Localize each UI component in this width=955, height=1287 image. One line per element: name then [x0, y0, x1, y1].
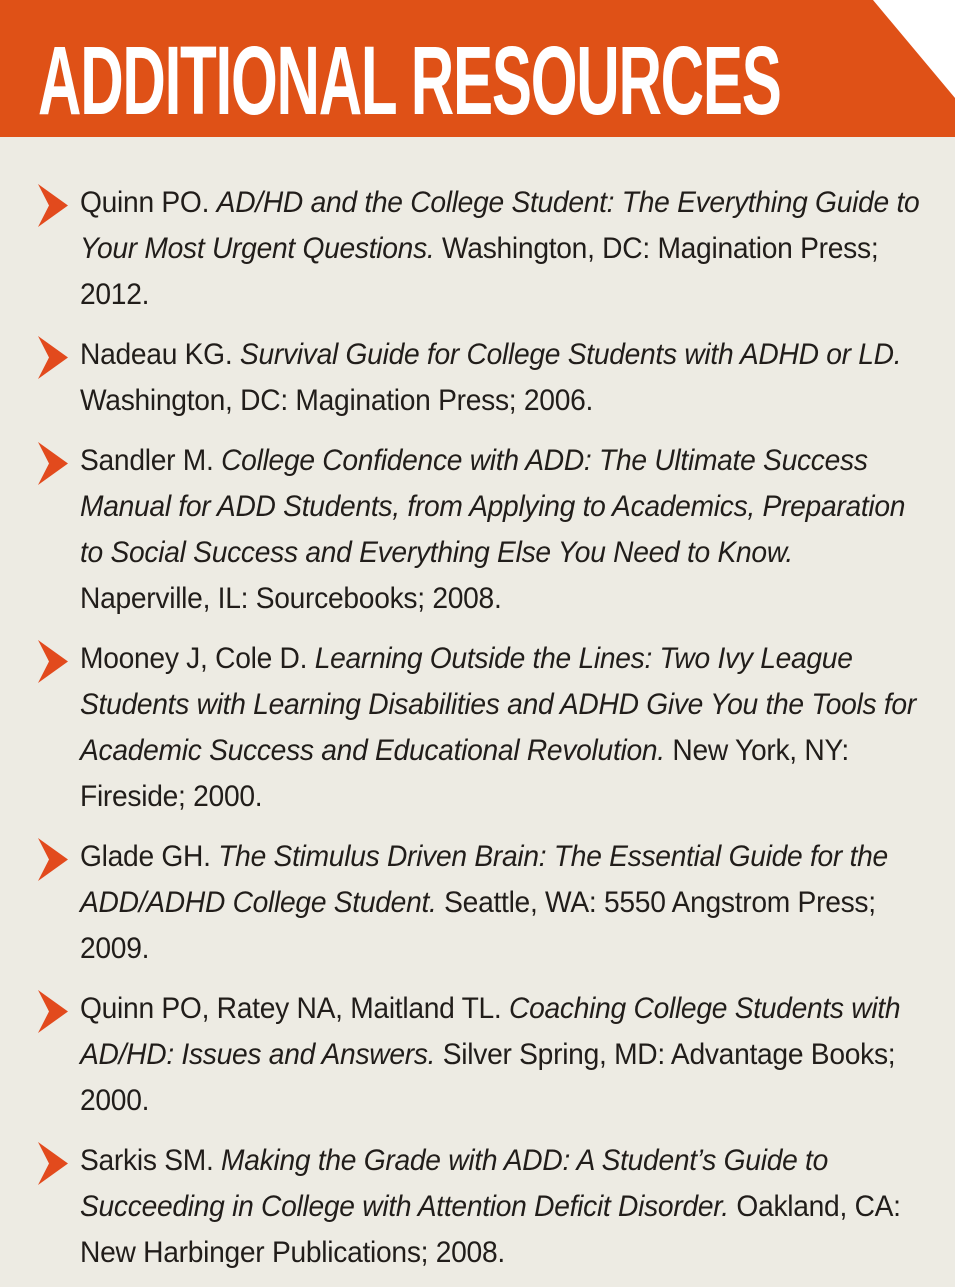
header-band [0, 0, 955, 137]
list-item [38, 438, 955, 622]
citation-text [80, 180, 926, 318]
citation-text [80, 332, 926, 424]
chevron-bullet-icon [38, 990, 68, 1033]
citation-title: Making the Grade with ADD: A Student’s Guide to Succeeding in College with Attention Deficit Disorder. [80, 1144, 829, 1223]
citation-title: Coaching College Students with AD/HD: Issues and Answers. [80, 992, 901, 1071]
citation-text [80, 438, 926, 622]
chevron-bullet-icon [38, 184, 68, 227]
citation-authors: Mooney J, Cole D. [80, 642, 315, 675]
citation-title: The Stimulus Driven Brain: The Essential Guide for the ADD/ADHD College Student. [80, 840, 888, 919]
citation-publication: Seattle, WA: 5550 Angstrom Press; 2009. [80, 886, 876, 965]
citation-text [80, 986, 926, 1124]
citation-authors: Sandler M. [80, 444, 222, 477]
citation-publication: Silver Spring, MD: Advantage Books; 2000. [80, 1038, 896, 1117]
citation-publication: Naperville, IL: Sourcebooks; 2008. [80, 582, 502, 615]
citation-publication: Washington, DC: Magination Press; 2006. [80, 384, 594, 417]
citation-title: AD/HD and the College Student: The Everything Guide to Your Most Urgent Questions. [80, 186, 920, 265]
chevron-bullet-icon [38, 442, 68, 485]
citation-authors: Sarkis SM. [80, 1144, 222, 1177]
citation-title: Learning Outside the Lines: Two Ivy League Students with Learning Disabilities and ADHD Give You the Tools for Academic Success and Educational Revolution. [80, 642, 916, 767]
chevron-bullet-icon [38, 640, 68, 683]
list-item [38, 332, 955, 424]
list-item [38, 1138, 955, 1276]
citation-text [80, 1138, 926, 1276]
page-title: ADDITIONAL RESOURCES [38, 26, 781, 135]
citation-authors: Nadeau KG. [80, 338, 240, 371]
list-item [38, 986, 955, 1124]
citation-authors: Quinn PO. [80, 186, 217, 219]
chevron-bullet-icon [38, 336, 68, 379]
chevron-bullet-icon [38, 1142, 68, 1185]
citation-title: College Confidence with ADD: The Ultimate Success Manual for ADD Students, from Applying to Academics, Preparation to Social Success and Everything Else You Need to Know. [80, 444, 906, 569]
list-item [38, 834, 955, 972]
citation-publication: Oakland, CA: New Harbinger Publications; 2008. [80, 1190, 901, 1269]
citation-publication: Washington, DC: Magination Press; 2012. [80, 232, 879, 311]
citation-publication: New York, NY: Fireside; 2000. [80, 734, 849, 813]
citation-text [80, 834, 926, 972]
citation-text [80, 636, 926, 820]
resource-list [38, 180, 955, 1287]
citation-authors: Glade GH. [80, 840, 219, 873]
list-item [38, 636, 955, 820]
list-item [38, 180, 955, 318]
citation-authors: Quinn PO, Ratey NA, Maitland TL. [80, 992, 510, 1025]
citation-title: Survival Guide for College Students with ADHD or LD. [239, 338, 902, 371]
chevron-bullet-icon [38, 838, 68, 881]
